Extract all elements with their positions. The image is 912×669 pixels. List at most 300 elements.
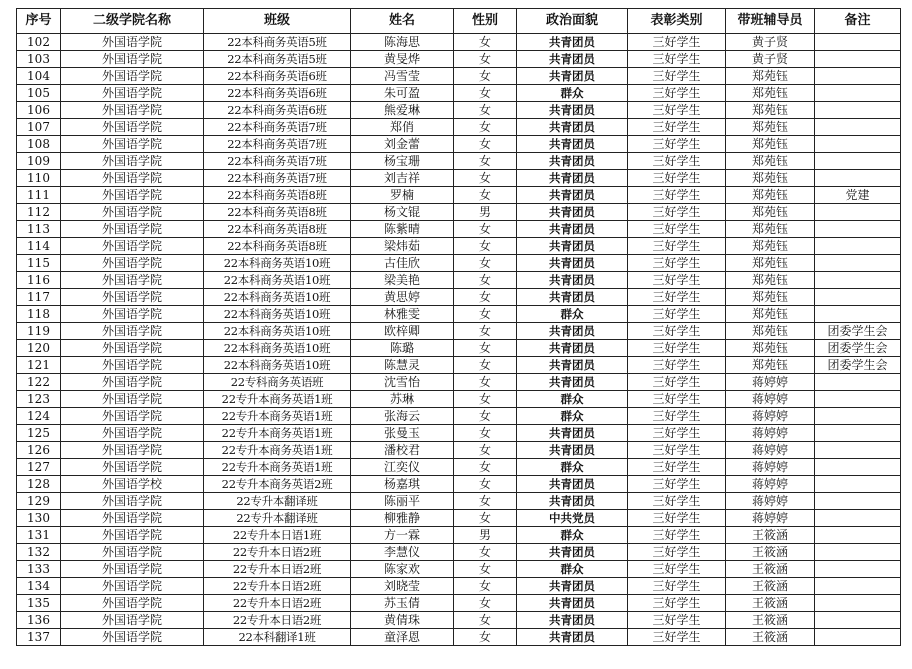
cell-name: 刘吉祥 [351, 170, 454, 187]
cell-counselor: 王筱涵 [726, 629, 815, 646]
cell-gender: 女 [454, 476, 517, 493]
cell-remarks [815, 272, 901, 289]
cell-class: 22本科商务英语7班 [204, 170, 351, 187]
cell-gender: 女 [454, 119, 517, 136]
table-row [17, 595, 901, 612]
cell-political-status: 共青团员 [517, 119, 628, 136]
cell-counselor: 郑苑钰 [726, 238, 815, 255]
cell-remarks [815, 595, 901, 612]
award-table [16, 8, 901, 646]
cell-college: 外国语学院 [61, 510, 204, 527]
cell-counselor: 王筱涵 [726, 612, 815, 629]
cell-award-category: 三好学生 [628, 136, 726, 153]
cell-college: 外国语学院 [61, 459, 204, 476]
cell-college: 外国语学院 [61, 425, 204, 442]
cell-index: 125 [17, 425, 61, 442]
cell-class: 22本科商务英语5班 [204, 34, 351, 51]
cell-gender: 女 [454, 425, 517, 442]
cell-award-category: 三好学生 [628, 289, 726, 306]
cell-political-status: 共青团员 [517, 323, 628, 340]
cell-college: 外国语学院 [61, 595, 204, 612]
cell-class: 22本科商务英语8班 [204, 221, 351, 238]
cell-gender: 女 [454, 68, 517, 85]
header-name: 姓名 [351, 9, 454, 34]
cell-name: 李慧仪 [351, 544, 454, 561]
cell-counselor: 郑苑钰 [726, 170, 815, 187]
cell-counselor: 黄子贤 [726, 51, 815, 68]
table-row [17, 272, 901, 289]
cell-class: 22本科商务英语6班 [204, 85, 351, 102]
cell-name: 苏琳 [351, 391, 454, 408]
cell-index: 132 [17, 544, 61, 561]
cell-college: 外国语学院 [61, 204, 204, 221]
cell-gender: 女 [454, 289, 517, 306]
cell-index: 119 [17, 323, 61, 340]
cell-counselor: 郑苑钰 [726, 119, 815, 136]
cell-remarks [815, 136, 901, 153]
cell-name: 梁炜茹 [351, 238, 454, 255]
cell-political-status: 共青团员 [517, 153, 628, 170]
cell-award-category: 三好学生 [628, 272, 726, 289]
cell-index: 128 [17, 476, 61, 493]
cell-class: 22专升本商务英语1班 [204, 391, 351, 408]
cell-name: 杨嘉琪 [351, 476, 454, 493]
cell-index: 108 [17, 136, 61, 153]
table-row [17, 68, 901, 85]
cell-remarks [815, 119, 901, 136]
cell-gender: 女 [454, 187, 517, 204]
cell-counselor: 郑苑钰 [726, 255, 815, 272]
header-remarks: 备注 [815, 9, 901, 34]
cell-college: 外国语学院 [61, 493, 204, 510]
cell-name: 柳雅静 [351, 510, 454, 527]
cell-counselor: 蒋婷婷 [726, 493, 815, 510]
cell-name: 冯雪莹 [351, 68, 454, 85]
cell-remarks [815, 493, 901, 510]
cell-gender: 女 [454, 34, 517, 51]
cell-remarks: 团委学生会 [815, 357, 901, 374]
cell-counselor: 蒋婷婷 [726, 374, 815, 391]
table-row [17, 136, 901, 153]
cell-remarks [815, 255, 901, 272]
cell-award-category: 三好学生 [628, 153, 726, 170]
cell-gender: 女 [454, 153, 517, 170]
table-row [17, 102, 901, 119]
cell-index: 130 [17, 510, 61, 527]
cell-political-status: 共青团员 [517, 187, 628, 204]
cell-remarks: 团委学生会 [815, 340, 901, 357]
cell-remarks [815, 34, 901, 51]
table-row [17, 476, 901, 493]
cell-remarks [815, 561, 901, 578]
cell-class: 22专升本日语2班 [204, 561, 351, 578]
cell-award-category: 三好学生 [628, 51, 726, 68]
cell-remarks [815, 51, 901, 68]
cell-political-status: 共青团员 [517, 629, 628, 646]
cell-political-status: 共青团员 [517, 34, 628, 51]
cell-gender: 女 [454, 136, 517, 153]
table-row [17, 391, 901, 408]
cell-index: 126 [17, 442, 61, 459]
cell-class: 22本科商务英语10班 [204, 340, 351, 357]
cell-gender: 男 [454, 527, 517, 544]
cell-counselor: 蒋婷婷 [726, 510, 815, 527]
cell-name: 沈雪怡 [351, 374, 454, 391]
cell-remarks [815, 68, 901, 85]
cell-counselor: 王筱涵 [726, 561, 815, 578]
table-row [17, 85, 901, 102]
cell-college: 外国语学院 [61, 442, 204, 459]
cell-political-status: 共青团员 [517, 289, 628, 306]
cell-remarks [815, 238, 901, 255]
cell-college: 外国语学院 [61, 340, 204, 357]
cell-political-status: 共青团员 [517, 374, 628, 391]
cell-gender: 女 [454, 391, 517, 408]
cell-class: 22本科商务英语8班 [204, 238, 351, 255]
table-row [17, 442, 901, 459]
cell-award-category: 三好学生 [628, 306, 726, 323]
cell-remarks [815, 459, 901, 476]
cell-political-status: 群众 [517, 306, 628, 323]
cell-award-category: 三好学生 [628, 544, 726, 561]
table-row [17, 527, 901, 544]
cell-counselor: 郑苑钰 [726, 221, 815, 238]
cell-college: 外国语学院 [61, 153, 204, 170]
cell-political-status: 群众 [517, 459, 628, 476]
cell-counselor: 王筱涵 [726, 595, 815, 612]
cell-index: 120 [17, 340, 61, 357]
cell-class: 22本科商务英语7班 [204, 119, 351, 136]
cell-index: 103 [17, 51, 61, 68]
cell-college: 外国语学院 [61, 136, 204, 153]
table-row [17, 153, 901, 170]
cell-remarks [815, 510, 901, 527]
cell-index: 107 [17, 119, 61, 136]
table-row [17, 34, 901, 51]
header-counselor: 带班辅导员 [726, 9, 815, 34]
cell-index: 121 [17, 357, 61, 374]
cell-class: 22本科翻译1班 [204, 629, 351, 646]
cell-gender: 女 [454, 221, 517, 238]
cell-remarks [815, 170, 901, 187]
cell-class: 22专升本翻译班 [204, 493, 351, 510]
cell-college: 外国语学院 [61, 51, 204, 68]
header-gender: 性别 [454, 9, 517, 34]
cell-gender: 女 [454, 561, 517, 578]
table-row [17, 221, 901, 238]
cell-remarks [815, 391, 901, 408]
cell-counselor: 郑苑钰 [726, 272, 815, 289]
cell-college: 外国语学院 [61, 238, 204, 255]
cell-remarks [815, 425, 901, 442]
cell-name: 苏玉倩 [351, 595, 454, 612]
cell-gender: 女 [454, 408, 517, 425]
cell-index: 134 [17, 578, 61, 595]
cell-political-status: 群众 [517, 561, 628, 578]
cell-college: 外国语学院 [61, 255, 204, 272]
cell-name: 杨文锟 [351, 204, 454, 221]
cell-award-category: 三好学生 [628, 357, 726, 374]
cell-index: 112 [17, 204, 61, 221]
cell-college: 外国语学院 [61, 357, 204, 374]
cell-name: 熊爱琳 [351, 102, 454, 119]
cell-class: 22专升本日语2班 [204, 595, 351, 612]
cell-name: 江奕仪 [351, 459, 454, 476]
cell-award-category: 三好学生 [628, 187, 726, 204]
table-row [17, 357, 901, 374]
cell-index: 114 [17, 238, 61, 255]
cell-award-category: 三好学生 [628, 170, 726, 187]
cell-index: 136 [17, 612, 61, 629]
cell-gender: 女 [454, 272, 517, 289]
cell-counselor: 郑苑钰 [726, 136, 815, 153]
cell-college: 外国语学院 [61, 408, 204, 425]
cell-political-status: 共青团员 [517, 425, 628, 442]
cell-counselor: 蒋婷婷 [726, 408, 815, 425]
cell-class: 22专升本商务英语1班 [204, 459, 351, 476]
table-row [17, 510, 901, 527]
cell-remarks [815, 289, 901, 306]
cell-gender: 女 [454, 357, 517, 374]
cell-award-category: 三好学生 [628, 510, 726, 527]
cell-class: 22本科商务英语5班 [204, 51, 351, 68]
cell-name: 陈紫晴 [351, 221, 454, 238]
cell-award-category: 三好学生 [628, 68, 726, 85]
cell-remarks [815, 102, 901, 119]
cell-name: 黄思婷 [351, 289, 454, 306]
cell-political-status: 群众 [517, 527, 628, 544]
cell-award-category: 三好学生 [628, 255, 726, 272]
cell-counselor: 郑苑钰 [726, 68, 815, 85]
cell-award-category: 三好学生 [628, 476, 726, 493]
cell-gender: 女 [454, 612, 517, 629]
cell-name: 陈慧灵 [351, 357, 454, 374]
cell-gender: 女 [454, 374, 517, 391]
table-row [17, 289, 901, 306]
cell-college: 外国语学院 [61, 68, 204, 85]
cell-index: 106 [17, 102, 61, 119]
cell-remarks [815, 442, 901, 459]
cell-index: 133 [17, 561, 61, 578]
cell-counselor: 蒋婷婷 [726, 425, 815, 442]
cell-award-category: 三好学生 [628, 561, 726, 578]
cell-name: 陈丽平 [351, 493, 454, 510]
cell-political-status: 共青团员 [517, 170, 628, 187]
cell-college: 外国语学院 [61, 119, 204, 136]
table-row [17, 408, 901, 425]
header-index: 序号 [17, 9, 61, 34]
table-row [17, 493, 901, 510]
table-row [17, 459, 901, 476]
table-row [17, 629, 901, 646]
cell-class: 22本科商务英语10班 [204, 357, 351, 374]
table-row [17, 323, 901, 340]
cell-remarks [815, 578, 901, 595]
table-row [17, 204, 901, 221]
cell-index: 105 [17, 85, 61, 102]
cell-remarks [815, 221, 901, 238]
cell-award-category: 三好学生 [628, 578, 726, 595]
cell-award-category: 三好学生 [628, 629, 726, 646]
cell-remarks [815, 544, 901, 561]
cell-index: 137 [17, 629, 61, 646]
cell-counselor: 蒋婷婷 [726, 391, 815, 408]
cell-class: 22专升本商务英语1班 [204, 425, 351, 442]
cell-counselor: 蒋婷婷 [726, 459, 815, 476]
cell-counselor: 蒋婷婷 [726, 476, 815, 493]
cell-name: 陈海思 [351, 34, 454, 51]
cell-political-status: 共青团员 [517, 68, 628, 85]
table-row [17, 374, 901, 391]
cell-award-category: 三好学生 [628, 374, 726, 391]
cell-political-status: 共青团员 [517, 255, 628, 272]
cell-class: 22本科商务英语10班 [204, 255, 351, 272]
cell-name: 潘校君 [351, 442, 454, 459]
cell-political-status: 群众 [517, 391, 628, 408]
cell-remarks [815, 629, 901, 646]
cell-name: 朱可盈 [351, 85, 454, 102]
cell-class: 22专升本商务英语2班 [204, 476, 351, 493]
cell-political-status: 共青团员 [517, 51, 628, 68]
cell-college: 外国语学院 [61, 323, 204, 340]
cell-class: 22本科商务英语10班 [204, 289, 351, 306]
cell-college: 外国语学院 [61, 170, 204, 187]
cell-name: 陈家欢 [351, 561, 454, 578]
cell-name: 陈璐 [351, 340, 454, 357]
cell-class: 22专升本商务英语1班 [204, 442, 351, 459]
cell-award-category: 三好学生 [628, 221, 726, 238]
cell-class: 22专升本日语1班 [204, 527, 351, 544]
cell-award-category: 三好学生 [628, 442, 726, 459]
cell-college: 外国语学院 [61, 289, 204, 306]
cell-name: 古佳欣 [351, 255, 454, 272]
cell-remarks [815, 476, 901, 493]
table-row [17, 187, 901, 204]
cell-award-category: 三好学生 [628, 34, 726, 51]
cell-index: 104 [17, 68, 61, 85]
cell-college: 外国语学院 [61, 85, 204, 102]
cell-award-category: 三好学生 [628, 425, 726, 442]
cell-political-status: 共青团员 [517, 357, 628, 374]
cell-remarks [815, 153, 901, 170]
table-row [17, 119, 901, 136]
cell-class: 22本科商务英语7班 [204, 153, 351, 170]
header-row [17, 9, 901, 34]
cell-college: 外国语学院 [61, 629, 204, 646]
cell-award-category: 三好学生 [628, 340, 726, 357]
cell-index: 123 [17, 391, 61, 408]
cell-remarks: 团委学生会 [815, 323, 901, 340]
cell-name: 欧梓卿 [351, 323, 454, 340]
cell-counselor: 郑苑钰 [726, 102, 815, 119]
cell-class: 22本科商务英语10班 [204, 272, 351, 289]
cell-class: 22专科商务英语班 [204, 374, 351, 391]
cell-class: 22本科商务英语6班 [204, 68, 351, 85]
cell-name: 黄旻烨 [351, 51, 454, 68]
cell-counselor: 郑苑钰 [726, 85, 815, 102]
table-row [17, 51, 901, 68]
cell-name: 方一霖 [351, 527, 454, 544]
cell-gender: 女 [454, 238, 517, 255]
cell-political-status: 中共党员 [517, 510, 628, 527]
cell-counselor: 郑苑钰 [726, 153, 815, 170]
cell-name: 刘晓莹 [351, 578, 454, 595]
cell-class: 22本科商务英语10班 [204, 323, 351, 340]
cell-gender: 女 [454, 340, 517, 357]
cell-gender: 女 [454, 493, 517, 510]
cell-award-category: 三好学生 [628, 102, 726, 119]
cell-college: 外国语学院 [61, 221, 204, 238]
cell-index: 122 [17, 374, 61, 391]
cell-award-category: 三好学生 [628, 493, 726, 510]
cell-gender: 女 [454, 629, 517, 646]
cell-remarks: 党建 [815, 187, 901, 204]
cell-remarks [815, 612, 901, 629]
cell-remarks [815, 306, 901, 323]
table-row [17, 561, 901, 578]
cell-award-category: 三好学生 [628, 323, 726, 340]
cell-gender: 女 [454, 459, 517, 476]
cell-counselor: 郑苑钰 [726, 323, 815, 340]
cell-political-status: 共青团员 [517, 493, 628, 510]
cell-name: 张海云 [351, 408, 454, 425]
cell-award-category: 三好学生 [628, 238, 726, 255]
cell-college: 外国语学院 [61, 527, 204, 544]
cell-award-category: 三好学生 [628, 527, 726, 544]
cell-counselor: 郑苑钰 [726, 306, 815, 323]
cell-gender: 女 [454, 170, 517, 187]
cell-index: 135 [17, 595, 61, 612]
cell-index: 110 [17, 170, 61, 187]
table-row [17, 544, 901, 561]
cell-political-status: 共青团员 [517, 578, 628, 595]
cell-counselor: 郑苑钰 [726, 340, 815, 357]
cell-award-category: 三好学生 [628, 119, 726, 136]
cell-gender: 女 [454, 306, 517, 323]
cell-class: 22专升本翻译班 [204, 510, 351, 527]
cell-award-category: 三好学生 [628, 595, 726, 612]
cell-counselor: 黄子贤 [726, 34, 815, 51]
header-class: 班级 [204, 9, 351, 34]
cell-political-status: 共青团员 [517, 238, 628, 255]
cell-class: 22专升本商务英语1班 [204, 408, 351, 425]
cell-gender: 女 [454, 510, 517, 527]
cell-gender: 女 [454, 595, 517, 612]
cell-political-status: 共青团员 [517, 340, 628, 357]
cell-class: 22专升本日语2班 [204, 578, 351, 595]
cell-college: 外国语学院 [61, 578, 204, 595]
header-college: 二级学院名称 [61, 9, 204, 34]
cell-name: 林雅雯 [351, 306, 454, 323]
cell-college: 外国语学院 [61, 561, 204, 578]
cell-class: 22专升本日语2班 [204, 612, 351, 629]
table-row [17, 340, 901, 357]
cell-political-status: 共青团员 [517, 136, 628, 153]
cell-class: 22本科商务英语6班 [204, 102, 351, 119]
cell-class: 22本科商务英语10班 [204, 306, 351, 323]
table-row [17, 578, 901, 595]
cell-index: 124 [17, 408, 61, 425]
cell-gender: 女 [454, 578, 517, 595]
cell-class: 22本科商务英语8班 [204, 187, 351, 204]
cell-gender: 女 [454, 102, 517, 119]
cell-index: 131 [17, 527, 61, 544]
cell-political-status: 共青团员 [517, 612, 628, 629]
cell-index: 111 [17, 187, 61, 204]
cell-name: 黄倩珠 [351, 612, 454, 629]
cell-award-category: 三好学生 [628, 204, 726, 221]
cell-political-status: 共青团员 [517, 442, 628, 459]
